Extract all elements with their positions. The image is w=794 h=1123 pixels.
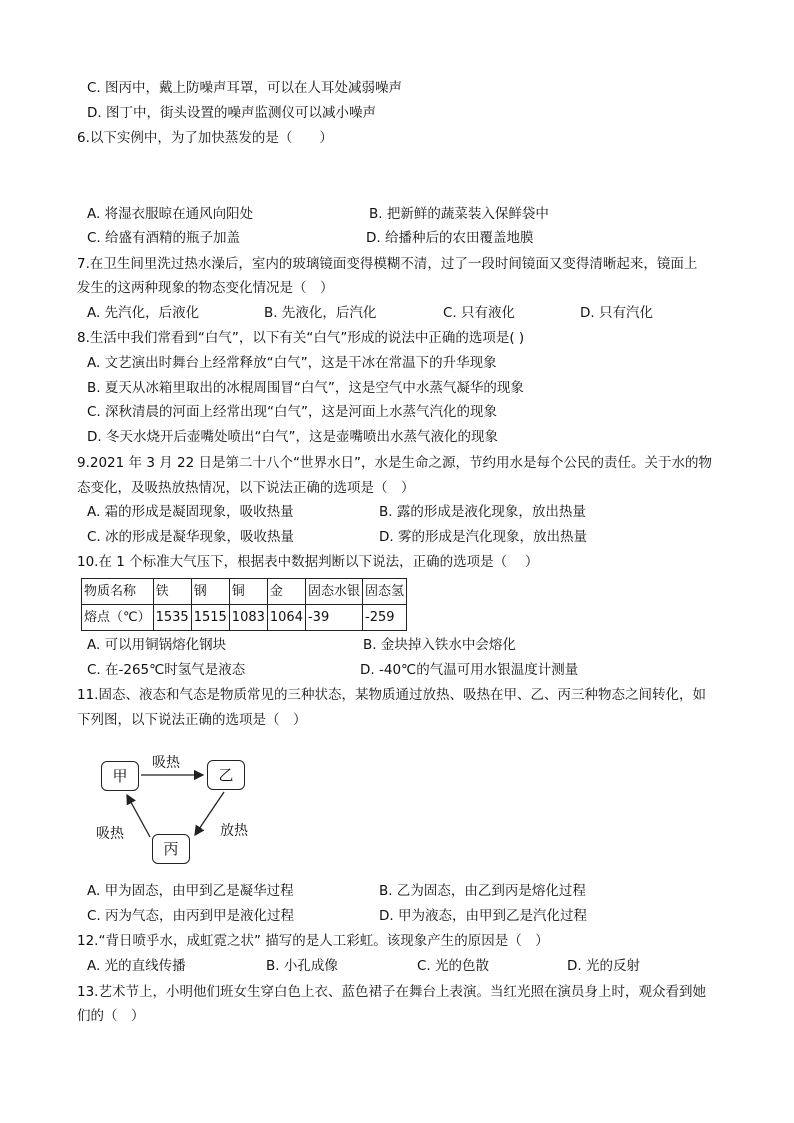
table-cell: -259 [363,605,407,631]
table-cell: 铁 [153,579,191,605]
q10-option-d: D. -40℃的气温可用水银温度计测量 [360,662,579,678]
q9-option-a: A. 霜的形成是凝固现象，吸收热量 [87,504,294,520]
q8-option-b: B. 夏天从冰箱里取出的冰棍周围冒“白气”，这是空气中水蒸气凝华的现象 [87,380,524,396]
table-cell: 1064 [267,605,305,631]
state-jia-box: 甲 [101,761,139,791]
q12-option-a: A. 光的直线传播 [87,958,186,974]
q7-option-d: D. 只有汽化 [580,305,653,321]
q9-option-c: C. 冰的形成是凝华现象，吸收热量 [87,529,295,545]
label-release-heat: 放热 [220,823,248,839]
label-absorb-heat-top: 吸热 [152,755,180,771]
q7-option-a: A. 先汽化，后液化 [87,305,200,321]
q7-option-b: B. 先液化，后汽化 [264,305,377,321]
q9-option-b: B. 露的形成是液化现象，放出热量 [379,504,586,520]
q6-option-a: A. 将湿衣服晾在通风向阳处 [87,206,254,222]
table-cell: 熔点（℃） [82,605,154,631]
q13-stem-line2: 们的（ ） [77,1008,145,1024]
q6-option-c: C. 给盛有酒精的瓶子加盖 [87,230,241,246]
state-yi-box: 乙 [207,760,245,790]
q8-stem: 8.生活中我们常看到“白气”，以下有关“白气”形成的说法中正确的选项是( ) [77,330,525,346]
q11-option-d: D. 甲为液态，由甲到乙是汽化过程 [379,908,587,924]
q13-stem-line1: 13.艺术节上，小明他们班女生穿白色上衣、蓝色裙子在舞台上表演。当红光照在演员身上时，观众看到她 [77,984,706,1000]
q6-stem: 6.以下实例中，为了加快蒸发的是（ ） [77,130,333,146]
q8-option-a: A. 文艺演出时舞台上经常释放“白气”，这是干冰在常温下的升华现象 [87,355,497,371]
q10-option-b: B. 金块掉入铁水中会熔化 [363,637,516,653]
table-cell: 物质名称 [82,579,154,605]
state-bing-box: 丙 [152,834,190,864]
table-cell: 1535 [153,605,191,631]
q9-option-d: D. 雾的形成是汽化现象，放出热量 [379,529,587,545]
q12-stem: 12.“背日喷乎水，成虹霓之状” 描写的是人工彩虹。该现象产生的原因是（ ） [77,933,549,949]
q11-option-a: A. 甲为固态，由甲到乙是凝华过程 [87,883,294,899]
table-cell: 金 [267,579,305,605]
q5-option-d: D. 图丁中，街头设置的噪声监测仪可以减小噪声 [87,105,376,121]
table-cell: 1515 [191,605,229,631]
arrow-bing-to-jia [127,795,150,837]
q6-option-b: B. 把新鲜的蔬菜装入保鲜袋中 [369,206,549,222]
q11-stem-line2: 下列图，以下说法正确的选项是（ ） [77,712,307,728]
table-cell: -39 [305,605,362,631]
q10-option-a: A. 可以用铜锅熔化钢块 [87,637,227,653]
q8-option-c: C. 深秋清晨的河面上经常出现“白气”，这是河面上水蒸气汽化的现象 [87,404,497,420]
q12-option-b: B. 小孔成像 [266,958,338,974]
q7-option-c: C. 只有液化 [443,305,516,321]
label-absorb-heat-left: 吸热 [96,826,124,842]
table-cell: 铜 [229,579,267,605]
table-cell: 钢 [191,579,229,605]
q6-option-d: D. 给播种后的农田覆盖地膜 [366,230,534,246]
q7-stem-line1: 7.在卫生间里洗过热水澡后，室内的玻璃镜面变得模糊不清，过了一段时间镜面又变得清晰起来，镜面上 [77,256,698,272]
q11-stem-line1: 11.固态、液态和气态是物质常见的三种状态，某物质通过放热、吸热在甲、乙、丙三种物态之间转化，如 [77,687,706,703]
q12-option-d: D. 光的反射 [567,958,640,974]
q11-option-c: C. 丙为气态，由丙到甲是液化过程 [87,908,295,924]
q11-option-b: B. 乙为固态，由乙到丙是熔化过程 [379,883,586,899]
q12-option-c: C. 光的色散 [417,958,490,974]
q8-option-d: D. 冬天水烧开后壶嘴处喷出“白气”，这是壶嘴喷出水蒸气液化的现象 [87,429,498,445]
q5-option-c: C. 图丙中，戴上防噪声耳罩，可以在人耳处减弱噪声 [87,80,403,96]
q10-option-c: C. 在-265℃时氢气是液态 [87,662,246,678]
q9-stem-line2: 态变化，及吸热放热情况，以下说法正确的选项是（ ） [77,480,415,496]
table-cell: 固态氢 [363,579,407,605]
q7-stem-line2: 发生的这两种现象的物态变化情况是（ ） [77,280,334,296]
q10-stem: 10.在 1 个标准大气压下，根据表中数据判断以下说法，正确的选项是（ ） [77,554,539,570]
table-cell: 1083 [229,605,267,631]
table-cell: 固态水银 [305,579,362,605]
q9-stem-line1: 9.2021 年 3 月 22 日是第二十八个“世界水日”，水是生命之源，节约用水是每个公民的责任。关于水的物 [77,455,712,471]
